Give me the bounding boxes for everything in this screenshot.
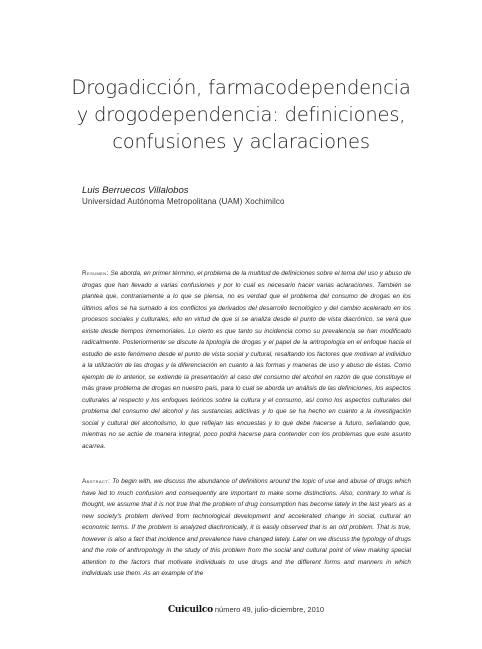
- journal-logo: Cuicuilco: [168, 605, 213, 615]
- title-line-2: y drogodependencia: definiciones,: [76, 103, 406, 126]
- title-line-1: Drogadicción, farmacodependencia: [71, 76, 411, 99]
- page-footer: [168, 605, 325, 615]
- abstract-text: To begin with, we discuss the abundance of definitions around the topic of use and abuse of drugs which have led to much confusion and consequently are important to make some distinctions. Also, contrary to what is thought, we assume that it is not true that the problem of drug consumption has become lately in the last years as a new society's problem derived from technological development and accelerated change in social, cultural an economic terms. If the problem is analyzed diachronically, it is easily observed that is an old problem. That is true, however is also a fact that incidence and prevalence have changed lately. Later on we discuss the typology of drugs and the role of anthropology in the study of this problem from the social and cultural point of view making special attention to the factors that motivate individuals to use drugs and the different forms and manners in which individuals use them. As an example of the: [82, 478, 411, 577]
- author-affiliation: Universidad Autónoma Metropolitana (UAM) Xochimilco: [82, 197, 285, 206]
- author-name: Luis Berruecos Villalobos: [82, 185, 189, 196]
- title-line-3: confusiones y aclaraciones: [112, 130, 370, 153]
- resumen-heading: Resumen:: [82, 270, 109, 277]
- footer-issue-text: número 49, julio-diciembre, 2010: [212, 605, 325, 614]
- resumen-paragraph: [82, 268, 411, 452]
- abstract-heading: Abstract:: [82, 478, 111, 485]
- abstract-paragraph: [82, 476, 411, 580]
- resumen-text: Se aborda, en primer término, el problema de la multitud de definiciones sobre el tema del uso y abuso de drogas que han llevado a varias confusiones y por lo cual es necesario hacer varias aclaraciones. También se plantea que, contrariamente a lo que se piensa, no es verdad que el problema del consumo de drogas en los últimos años se ha sumado a los conflictos ya derivados del desarrollo tecnológico y del cambio acelerado en los procesos sociales y culturales, ello en virtud de que si se analiza desde el punto de vista diacrónico, se verá que existe desde tiempos inmemoriales. Lo cierto es que tanto su incidencia como su prevalencia se han modificado radicalmente. Posteriormente se discute la tipología de drogas y el papel de la antropología en el enfoque hacia el estudio de este fenómeno desde el punto de vista social y cultural, resaltando los factores que motivan al individuo a la utilización de las drogas y la diferenciación en cuanto a las formas y maneras de uso y abuso de éstas. Como ejemplo de lo anterior, se extiende la presentación al caso del consumo del alcohol en razón de que constituye el más grave problema de drogas en nuestro país, para lo cual se aborda un análisis de las definiciones, los aspectos culturales al respecto y los enfoques teóricos sobre la cultura y el consumo, así como los aspectos culturales del problema del consumo del alcohol y las sustancias adictivas y lo que se ha hecho en cuanto a la investigación social y cultural del alcoholismo, lo que reflejan las encuestas y lo que debe hacerse a futuro, señalando que, mientras no se actúe de manera integral, poco podrá hacerse para contender con los problemas que este asunto acarrea.: [82, 270, 411, 450]
- paper-title: [50, 74, 432, 155]
